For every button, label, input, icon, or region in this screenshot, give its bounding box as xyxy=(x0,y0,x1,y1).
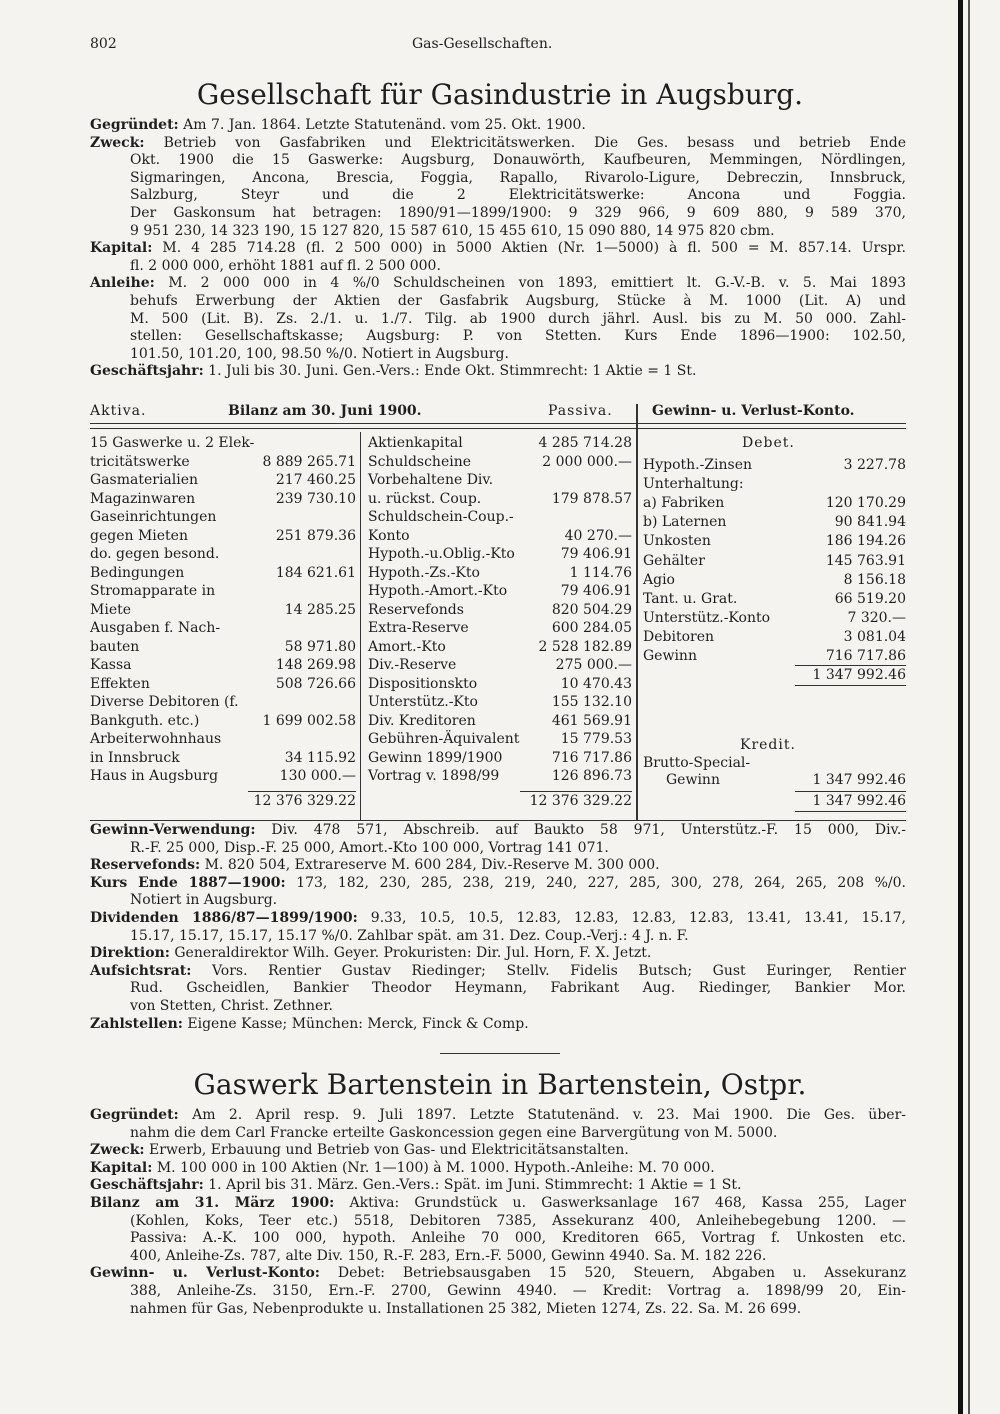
section-title-bartenstein: Gaswerk Bartenstein in Bartenstein, Ostpr. xyxy=(193,1068,807,1101)
row-name: Div.-Reserve xyxy=(368,657,457,673)
entry-text: Generaldirektor Wilh. Geyer. Prokuristen: Dir. Jul. Horn, F. X. Jetzt. xyxy=(174,945,652,962)
entry-text: 9 951 230, 14 323 190, 15 127 820, 15 587 610, 15 455 610, 15 090 880, 14 975 820 cbm. xyxy=(130,222,775,239)
row-value: 7 320.— xyxy=(847,609,906,626)
text-line xyxy=(130,346,906,364)
row-name: Hypoth.-Zs.-Kto xyxy=(368,564,480,581)
scan-edge xyxy=(958,0,963,1414)
entry-text: 9.33, 10.5, 10.5, 12.83, 12.83, 12.83, 12.83, 13.41, 13.41, 15.17, xyxy=(370,910,907,926)
text-line xyxy=(90,945,906,963)
entry-text: 101.50, 101.20, 100, 98.50 %/0. Notiert in Augsburg. xyxy=(130,345,509,362)
row-name: Vorbehaltene Div. xyxy=(368,472,494,488)
entry-text: Der Gaskonsum hat betragen: 1890/91—1899/1900: 9 329 966, 9 609 880, 9 589 370, xyxy=(130,205,906,221)
row-name: Tant. u. Grat. xyxy=(643,590,738,607)
text-line xyxy=(90,857,906,875)
text-line xyxy=(90,1107,906,1125)
row-value: 4 285 714.28 xyxy=(538,435,632,451)
row-value: 217 460.25 xyxy=(275,472,356,488)
text-line xyxy=(130,840,906,858)
text-line xyxy=(130,1125,906,1143)
row-name: do. gegen besond. xyxy=(90,546,220,562)
text-line xyxy=(90,135,906,153)
text-line xyxy=(130,892,906,910)
entry-text: nahm die dem Carl Francke erteilte Gaskoncession gegen eine Barvergütung von M. 5000. xyxy=(130,1124,778,1141)
text-line xyxy=(90,1195,906,1213)
row-name: Gebühren-Äquivalent xyxy=(368,731,520,747)
row-name: in Innsbruck xyxy=(90,749,180,766)
kredit-name-1: Brutto-Special- xyxy=(643,755,751,771)
entry-key: Bilanz am 31. März 1900: xyxy=(90,1195,335,1211)
kredit-label: Kredit. xyxy=(740,737,796,753)
row-name: Bankguth. etc.) xyxy=(90,712,200,729)
text-line xyxy=(90,275,906,293)
row-value: 58 971.80 xyxy=(284,638,356,655)
row-value: 40 270.— xyxy=(564,527,632,544)
row-value: 508 726.66 xyxy=(275,675,356,692)
text-line xyxy=(130,998,906,1016)
row-name: Gasmaterialien xyxy=(90,472,199,488)
text-line xyxy=(130,980,906,998)
entry-text: 1. April bis 31. März. Gen.-Vers.: Spät. im Juni. Stimmrecht: 1 Aktie = 1 St. xyxy=(208,1177,742,1194)
text-line xyxy=(130,1248,906,1266)
row-name: Hypoth.-Amort.-Kto xyxy=(368,583,508,599)
entry-text: 388, Anleihe-Zs. 3150, Ern.-F. 2700, Gewinn 4940. — Kredit: Vortrag a. 1898/99 20, Ein- xyxy=(130,1283,906,1299)
row-value: 2 528 182.89 xyxy=(538,638,632,655)
aktiva-total: 12 376 329.22 xyxy=(253,793,356,809)
row-name: a) Fabriken xyxy=(643,495,725,512)
text-line xyxy=(90,910,906,928)
aktiva-label: Aktiva. xyxy=(90,403,147,419)
entry-key: Zweck: xyxy=(90,1142,145,1159)
running-head: Gas-Gesellschaften. xyxy=(412,36,553,52)
page-number: 802 xyxy=(90,36,117,52)
entry-key: Zahlstellen: xyxy=(90,1015,183,1032)
row-name: Gewinn 1899/1900 xyxy=(368,749,503,766)
row-name: Bedingungen xyxy=(90,564,185,581)
entry-text: nahmen für Gas, Nebenprodukte u. Installationen 25 382, Mieten 1274, Zs. 22. Sa. M. 26 699. xyxy=(130,1300,802,1317)
entry-text: R.-F. 25 000, Disp.-F. 25 000, Amort.-Kto 100 000, Vortrag 141 071. xyxy=(130,839,609,856)
passiva-total: 12 376 329.22 xyxy=(529,793,632,809)
row-name: b) Laternen xyxy=(643,514,727,531)
entry-text: 15.17, 15.17, 15.17, 15.17 %/0. Zahlbar spät. am 31. Dez. Coup.-Verj.: 4 J. n. F. xyxy=(130,927,689,944)
kredit-value: 1 347 992.46 xyxy=(812,772,906,788)
text-line xyxy=(130,170,906,188)
section-title-augsburg: Gesellschaft für Gasindustrie in Augsburg. xyxy=(196,78,804,111)
text-line xyxy=(130,311,906,329)
text-line xyxy=(90,1142,906,1160)
text-line xyxy=(130,1213,906,1231)
row-name: Haus in Augsburg xyxy=(90,768,219,784)
row-name: Diverse Debitoren (f. xyxy=(90,694,239,710)
entry-key: Zweck: xyxy=(90,134,145,151)
entry-key: Gewinn-Verwendung: xyxy=(90,822,256,838)
table-rule-top-2 xyxy=(90,428,906,429)
row-value: 239 730.10 xyxy=(275,490,356,507)
entry-text: Betrieb von Gasfabriken und Elektricitätswerken. Die Ges. besass und betrieb Ende xyxy=(163,134,906,151)
row-name: Schuldschein-Coup.- xyxy=(368,509,514,525)
row-name: u. rückst. Coup. xyxy=(368,490,482,507)
guv-divider xyxy=(636,404,638,820)
entry-text: M. 500 (Lit. B). Zs. 2./1. u. 1./7. Tilg. ab 1900 durch jährl. Ausl. bis zu M. 50 000. Zahl- xyxy=(130,310,906,327)
text-line xyxy=(90,963,906,981)
entry-text: 173, 182, 230, 285, 238, 219, 240, 227, 285, 300, 278, 264, 265, 208 %/0. xyxy=(296,874,906,891)
kredit-total-rule xyxy=(795,811,906,812)
entry-key: Aufsichtsrat: xyxy=(90,962,192,979)
kredit-sum-rule xyxy=(795,791,906,792)
row-name: Div. Kreditoren xyxy=(368,712,476,729)
row-value: 186 194.26 xyxy=(825,533,906,550)
text-line xyxy=(90,1160,906,1178)
row-name: Debitoren xyxy=(643,628,714,645)
entry-text: 1. Juli bis 30. Juni. Gen.-Vers.: Ende Okt. Stimmrecht: 1 Aktie = 1 St. xyxy=(208,363,697,380)
row-name: Konto xyxy=(368,527,410,544)
row-name: gegen Mieten xyxy=(90,527,188,544)
row-value: 184 621.61 xyxy=(275,564,356,581)
entry-text: M. 100 000 in 100 Aktien (Nr. 1—100) à M. 1000. Hypoth.-Anleihe: M. 70 000. xyxy=(156,1159,715,1176)
table-rule-bottom xyxy=(90,820,906,821)
entry-text: Rud. Gscheidlen, Bankier Theodor Heymann, Fabrikant Aug. Riedinger, Bankier Mor. xyxy=(130,980,906,997)
entry-key: Kapital: xyxy=(90,1159,153,1176)
debet-total-rule xyxy=(795,685,906,686)
row-name: Gaseinrichtungen xyxy=(90,509,217,525)
row-name: Unkosten xyxy=(643,533,711,550)
row-name: Hypoth.-u.Oblig.-Kto xyxy=(368,546,515,562)
entry-key: Kurs Ende 1887—1900: xyxy=(90,874,286,891)
entry-text: M. 2 000 000 in 4 %/0 Schuldscheinen von 1893, emittiert lt. G.-V.-B. v. 5. Mai 1893 xyxy=(168,275,907,292)
row-name: Gehälter xyxy=(643,552,705,569)
bilanz-title: Bilanz am 30. Juni 1900. xyxy=(228,403,422,419)
row-value: 1 699 002.58 xyxy=(262,712,356,729)
section-separator xyxy=(440,1053,560,1054)
guv-title: Gewinn- u. Verlust-Konto. xyxy=(652,403,855,419)
row-value: 14 285.25 xyxy=(284,601,356,618)
entry-text: behufs Erwerbung der Aktien der Gasfabrik Augsburg, Stücke à M. 1000 (Lit. A) und xyxy=(130,293,906,309)
row-value: 15 779.53 xyxy=(560,731,632,747)
entry-text: Aktiva: Grundstück u. Gaswerksanlage 167 468, Kassa 255, Lager xyxy=(349,1195,907,1211)
entry-key: Geschäftsjahr: xyxy=(90,1177,204,1194)
row-value: 8 156.18 xyxy=(843,571,906,588)
entry-text: Am 7. Jan. 1864. Letzte Statutenänd. vom 25. Okt. 1900. xyxy=(183,117,586,133)
text-line xyxy=(90,875,906,893)
row-name: tricitätswerke xyxy=(90,453,190,470)
entry-text: (Kohlen, Koks, Teer etc.) 5518, Debitoren 7385, Assekuranz 400, Anleihebegebung 1200. — xyxy=(130,1212,906,1229)
row-name: Agio xyxy=(643,571,675,588)
row-value: 34 115.92 xyxy=(284,749,356,766)
row-value: 820 504.29 xyxy=(551,601,632,618)
text-line xyxy=(130,1283,906,1301)
text-line xyxy=(90,363,906,381)
aktiva-sum-rule xyxy=(248,791,356,792)
text-line xyxy=(130,328,906,346)
row-value: 3 227.78 xyxy=(843,457,906,473)
entry-text: M. 4 285 714.28 (fl. 2 500 000) in 5000 Aktien (Nr. 1—5000) à fl. 500 = M. 857.14. Urspr. xyxy=(162,240,906,257)
row-value: 120 170.29 xyxy=(825,495,906,512)
row-value: 716 717.86 xyxy=(825,648,906,664)
row-name: bauten xyxy=(90,638,140,655)
text-line xyxy=(90,1265,906,1283)
entry-key: Direktion: xyxy=(90,945,170,962)
row-value: 3 081.04 xyxy=(843,628,906,645)
text-line xyxy=(130,258,906,276)
row-value: 66 519.20 xyxy=(834,590,906,607)
entry-key: Geschäftsjahr: xyxy=(90,363,204,380)
row-value: 716 717.86 xyxy=(551,749,632,766)
row-value: 126 896.73 xyxy=(551,768,632,784)
entry-key: Gewinn- u. Verlust-Konto: xyxy=(90,1265,320,1282)
row-name: Dispositionskto xyxy=(368,675,478,692)
row-name: Effekten xyxy=(90,675,150,692)
text-line xyxy=(130,928,906,946)
debet-label: Debet. xyxy=(742,435,795,451)
text-line xyxy=(90,117,906,135)
row-value: 600 284.05 xyxy=(551,620,632,636)
row-name: Kassa xyxy=(90,657,132,673)
text-line xyxy=(90,822,906,840)
row-value: 148 269.98 xyxy=(275,657,356,673)
table-rule-top xyxy=(90,423,906,424)
row-value: 130 000.— xyxy=(279,768,356,784)
text-line xyxy=(90,1016,906,1034)
row-name: 15 Gaswerke u. 2 Elek- xyxy=(90,435,255,451)
entry-key: Gegründet: xyxy=(90,117,179,133)
row-value: 90 841.94 xyxy=(834,514,906,531)
kredit-total: 1 347 992.46 xyxy=(812,793,906,809)
row-value: 8 889 265.71 xyxy=(262,453,356,470)
text-line xyxy=(130,223,906,241)
row-name: Extra-Reserve xyxy=(368,620,469,636)
entry-text: 400, Anleihe-Zs. 787, alte Div. 150, R.-F. 283, Ern.-F. 5000, Gewinn 4940. Sa. M. 182 226. xyxy=(130,1247,767,1264)
row-name: Gewinn xyxy=(643,648,697,664)
text-line xyxy=(130,187,906,205)
row-name: Schuldscheine xyxy=(368,453,472,470)
row-value: 79 406.91 xyxy=(560,583,632,599)
entry-text: Okt. 1900 die 15 Gaswerke: Augsburg, Donauwörth, Kaufbeuren, Memmingen, Nördlingen, xyxy=(130,152,906,169)
kredit-name-2: Gewinn xyxy=(666,772,720,788)
passiva-label: Passiva. xyxy=(548,403,613,419)
row-name: Amort.-Kto xyxy=(368,638,446,655)
row-value: 179 878.57 xyxy=(551,490,632,507)
row-value: 275 000.— xyxy=(555,657,632,673)
row-name: Unterstütz.-Kto xyxy=(368,694,478,710)
entry-key: Anleihe: xyxy=(90,275,155,292)
entry-key: Kapital: xyxy=(90,240,153,257)
text-line xyxy=(130,152,906,170)
row-name: Magazinwaren xyxy=(90,490,196,507)
row-name: Vortrag v. 1898/99 xyxy=(368,768,500,784)
entry-text: Passiva: A.-K. 100 000, hypoth. Anleihe 70 000, Kreditoren 665, Vortrag f. Unkosten etc. xyxy=(130,1230,906,1247)
passiva-sum-rule xyxy=(520,791,632,792)
row-value: 145 763.91 xyxy=(825,552,906,569)
entry-text: fl. 2 000 000, erhöht 1881 auf fl. 2 500 000. xyxy=(130,257,441,274)
debet-total: 1 347 992.46 xyxy=(812,667,906,683)
text-line xyxy=(90,1177,906,1195)
entry-text: Vors. Rentier Gustav Riedinger; Stellv. Fidelis Butsch; Gust Euringer, Rentier xyxy=(211,962,906,979)
entry-text: Div. 478 571, Abschreib. auf Baukto 58 971, Unterstütz.-F. 15 000, Div.- xyxy=(271,822,906,838)
row-name: Stromapparate in xyxy=(90,583,216,599)
row-value: 10 470.43 xyxy=(560,675,632,692)
entry-key: Dividenden 1886/87—1899/1900: xyxy=(90,910,358,926)
row-value: 251 879.36 xyxy=(275,527,356,544)
entry-text: Erwerb, Erbauung und Betrieb von Gas- und Elektricitätsanstalten. xyxy=(149,1142,629,1159)
text-line xyxy=(130,1301,906,1319)
entry-key: Reservefonds: xyxy=(90,857,201,874)
scan-edge-shadow xyxy=(968,0,970,1414)
row-name: Aktienkapital xyxy=(368,435,463,451)
entry-key: Gegründet: xyxy=(90,1107,179,1123)
row-name: Unterhaltung: xyxy=(643,476,744,493)
entry-text: Eigene Kasse; München: Merck, Finck & Comp. xyxy=(187,1015,529,1032)
text-line xyxy=(130,205,906,223)
text-line xyxy=(130,293,906,311)
entry-text: Debet: Betriebsausgaben 15 520, Steuern, Abgaben u. Assekuranz xyxy=(337,1265,906,1282)
row-name: Unterstütz.-Konto xyxy=(643,609,771,626)
entry-text: Salzburg, Steyr und die 2 Elektricitätswerke: Ancona und Foggia. xyxy=(130,187,906,204)
row-name: Reservefonds xyxy=(368,601,464,618)
row-value: 2 000 000.— xyxy=(542,453,632,470)
entry-text: Notiert in Augsburg. xyxy=(130,892,278,909)
row-name: Ausgaben f. Nach- xyxy=(90,620,221,636)
entry-text: stellen: Gesellschaftskasse; Augsburg: P. von Stetten. Kurs Ende 1896—1900: 102.50, xyxy=(130,328,906,345)
row-name: Arbeiterwohnhaus xyxy=(90,731,222,747)
text-line xyxy=(90,240,906,258)
row-value: 1 114.76 xyxy=(569,564,632,581)
entry-text: Am 2. April resp. 9. Juli 1897. Letzte Statutenänd. v. 23. Mai 1900. Die Ges. über- xyxy=(192,1107,906,1123)
row-value: 461 569.91 xyxy=(551,712,632,729)
text-line xyxy=(130,1230,906,1248)
row-value: 155 132.10 xyxy=(551,694,632,710)
entry-text: Sigmaringen, Ancona, Brescia, Foggia, Rapallo, Rivarolo-Ligure, Debreczin, Innsbruck, xyxy=(130,169,906,186)
row-name: Miete xyxy=(90,601,132,618)
row-name: Hypoth.-Zinsen xyxy=(643,457,753,473)
row-value: 79 406.91 xyxy=(560,546,632,562)
debet-sum-rule xyxy=(795,665,906,666)
bilanz-divider xyxy=(360,432,361,820)
entry-text: M. 820 504, Extrareserve M. 600 284, Div.-Reserve M. 300 000. xyxy=(204,857,660,874)
entry-text: von Stetten, Christ. Zethner. xyxy=(130,998,333,1014)
